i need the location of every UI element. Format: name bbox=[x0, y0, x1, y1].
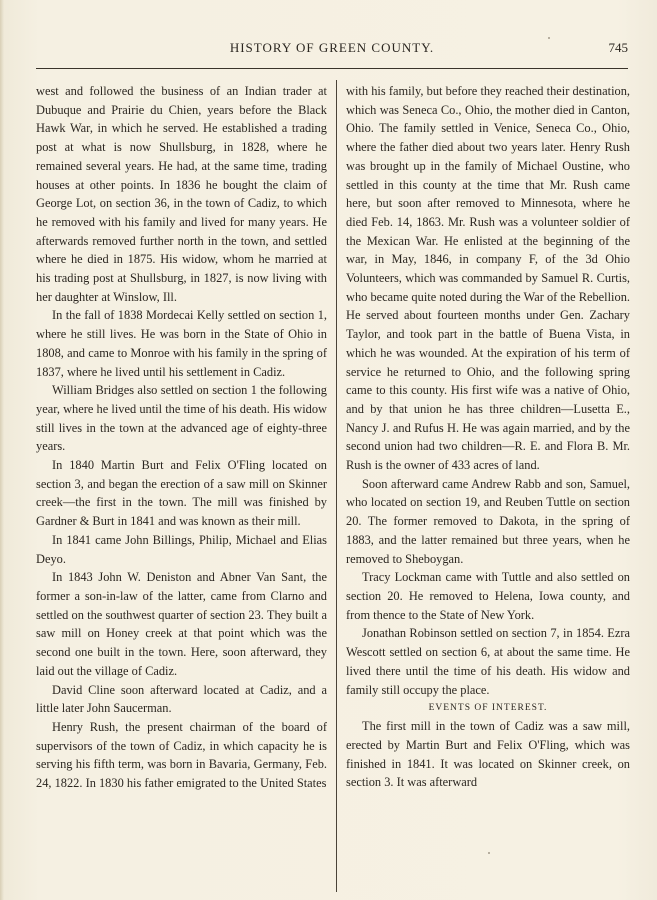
paragraph: Tracy Lockman came with Tuttle and also settled on section 20. He removed to Helena, Iowa county, and from thence to the State of New York. bbox=[346, 570, 630, 622]
section-heading: EVENTS OF INTEREST. bbox=[428, 703, 548, 714]
paragraph: William Bridges also settled on section 1 the following year, where he lived until the time of his death. His widow still lives in the town at the advanced age of eighty-three years. bbox=[36, 383, 327, 454]
paragraph: west and followed the business of an Indian trader at Dubuque and Prairie du Chien, years before the Black Hawk War, in which he served. He established a trading post at what is now Shullsburg, in 1828, where he remained several years. He had, at the same time, trading houses at other points. In 1836 he bought the claim of George Lot, on section 36, in the town of Cadiz, to which he removed with his family and lived for many years. He afterwards removed further north in the town, and settled where he died in 1875. His widow, whom he married at his trading post at Shullsburg, in 1827, is now living with her daughter at Winslow, Ill. bbox=[36, 84, 327, 304]
paragraph: Soon afterward came Andrew Rabb and son, Samuel, who located on section 19, and Reuben Tuttle on section 20. The former removed to Dakota, in the spring of 1883, and the latter remained but three years, when he removed to Sheboygan. bbox=[346, 476, 630, 566]
page-header bbox=[36, 40, 628, 60]
paragraph: In 1840 Martin Burt and Felix O'Fling located on section 3, and began the erection of a saw mill on Skinner creek—the first in the town. The mill was finished by Gardner & Burt in 1841 and was known as their mill. bbox=[36, 458, 327, 529]
paragraph: The first mill in the town of Cadiz was a saw mill, erected by Martin Burt and Felix O'Fling, which was finished in 1841. It was located on Skinner creek, on section 3. It was afterward bbox=[346, 719, 630, 790]
paragraph: In 1841 came John Billings, Philip, Michael and Elias Deyo. bbox=[36, 532, 327, 566]
paragraph: Jonathan Robinson settled on section 7, in 1854. Ezra Wescott settled on section 6, at about the same time. He lived there until the time of his death. His widow and family still occupy the place. bbox=[346, 626, 630, 697]
paragraph: In 1843 John W. Deniston and Abner Van Sant, the former a son-in-law of the latter, came from Clarno and settled on the southwest quarter of section 23. They built a saw mill on Honey creek at that point which was the second one built in the town. Here, soon afterward, they laid out the village of Cadiz. bbox=[36, 570, 327, 678]
header-rule bbox=[36, 68, 628, 69]
paper-speck bbox=[488, 852, 490, 854]
paragraph: with his family, but before they reached their destination, which was Seneca Co., Ohio, the mother died in Canton, Ohio. The family settled in Venice, Seneca Co., Ohio, where the father died about two years later. Henry Rush was brought up in the family of Michael Oustine, who settled in this county at the time that Mr. Rush came here, but soon after removed to Minnesota, where he died Feb. 14, 1863. Mr. Rush was a volunteer soldier of the Mexican War. He enlisted at the beginning of the war, in May, 1846, in company F, of the 3d Ohio Volunteers, which was commanded by Samuel R. Curtis, who became quite noted during the War of the Rebellion. He served about fourteen months under Gen. Zachary Taylor, and took part in the battle of Buena Vista, in which he was wounded. At the expiration of his term of service he returned to Ohio, and the following spring came to this county. His first wife was a native of Ohio, and by that union he has three children—Lusetta E., Nancy J. and Rufus H. He was again married, and by the second union had two children—R. E. and Flora B. Mr. Rush is the owner of 433 acres of land. bbox=[346, 84, 630, 473]
right-column bbox=[346, 82, 630, 792]
column-divider bbox=[336, 80, 337, 892]
left-column bbox=[36, 82, 327, 793]
running-title: HISTORY OF GREEN COUNTY. bbox=[229, 40, 435, 55]
paragraph: Henry Rush, the present chairman of the board of supervisors of the town of Cadiz, in which capacity he is serving his fifth term, was born in Bavaria, Germany, Feb. 24, 1822. In 1830 his father emigrated to the United States bbox=[36, 719, 327, 791]
paragraph: David Cline soon afterward located at Cadiz, and a little later John Saucerman. bbox=[36, 682, 327, 716]
page-number: 745 bbox=[608, 40, 628, 55]
paragraph: In the fall of 1838 Mordecai Kelly settled on section 1, where he still lives. He was born in the State of Ohio in 1808, and came to Monroe with his family in the spring of 1837, where he lived until his settlement in Cadiz. bbox=[36, 308, 327, 379]
paper-speck bbox=[548, 37, 550, 39]
binding-edge bbox=[0, 0, 4, 900]
